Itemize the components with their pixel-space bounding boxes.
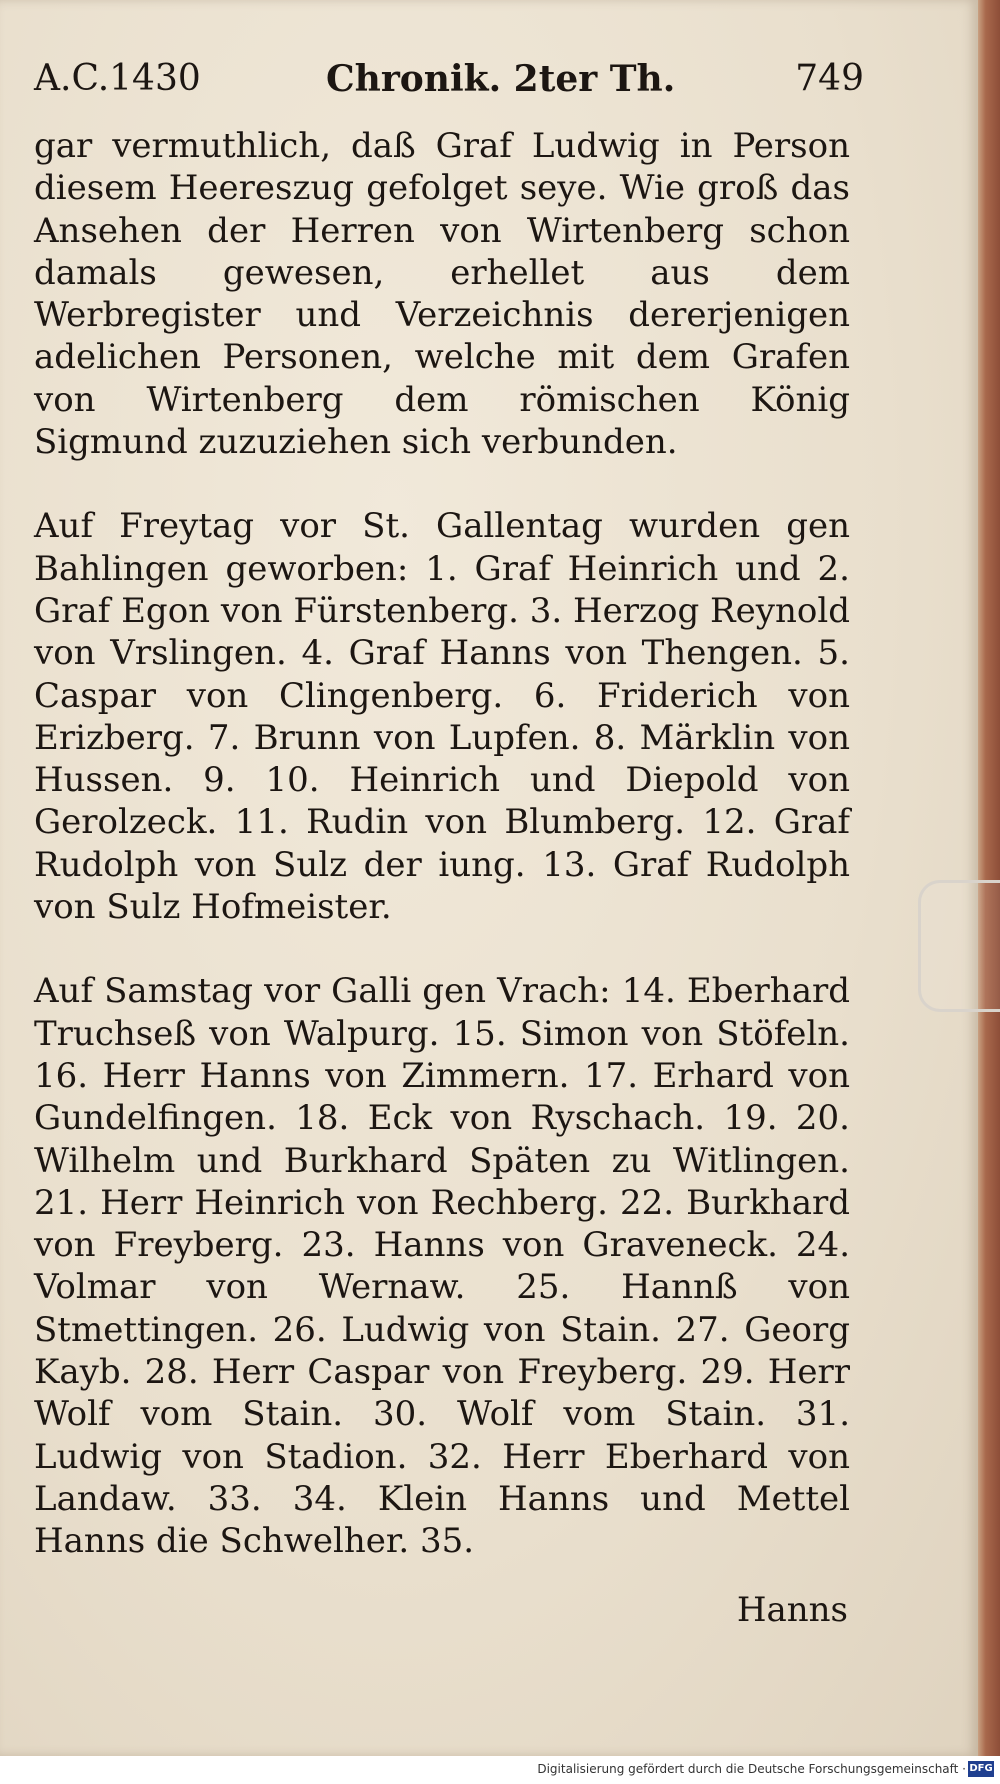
catchword: Hanns xyxy=(736,1590,848,1630)
page-clip xyxy=(918,880,1000,1012)
header-title: Chronik. 2ter Th. xyxy=(326,58,676,100)
header-year: A.C.1430 xyxy=(34,58,201,99)
page-number: 749 xyxy=(795,58,864,99)
dfg-logo: DFG xyxy=(968,1761,994,1777)
footer-credit: Digitalisierung gefördert durch die Deutsche Forschungsgemeinschaft · xyxy=(537,1762,966,1776)
body-text xyxy=(34,125,850,1563)
paragraph-1: gar vermuthlich, daß Graf Ludwig in Person diesem Heereszug gefolget seye. Wie groß das Ansehen der Herren von Wirtenberg schon damals gewesen, erhellet aus dem Werbregister und Verzeichnis dererjenigen adelichen Personen, welche mit dem Grafen von Wirtenberg dem römischen König Sigmund zuzuziehen sich verbunden. xyxy=(34,126,850,463)
digitization-footer xyxy=(0,1756,1000,1784)
book-spine-edge xyxy=(978,0,1000,1756)
running-header xyxy=(34,58,864,110)
paragraph-3: Auf Samstag vor Galli gen Vrach: 14. Eberhard Truchseß von Walpurg. 15. Simon von Stöfeln. 16. Herr Hanns von Zimmern. 17. Erhard von Gundelfingen. 18. Eck von Ryschach. 19. 20. Wilhelm und Burkhard Späten zu Witlingen. 21. Herr Heinrich von Rechberg. 22. Burkhard von Freyberg. 23. Hanns von Graveneck. 24. Volmar von Wernaw. 25. Hannß von Stmettingen. 26. Ludwig von Stain. 27. Georg Kayb. 28. Herr Caspar von Freyberg. 29. Herr Wolf vom Stain. 30. Wolf vom Stain. 31. Ludwig von Stadion. 32. Herr Eberhard von Landaw. 33. 34. Klein Hanns und Mettel Hanns die Schwelher. 35. xyxy=(34,971,850,1562)
paragraph-2: Auf Freytag vor St. Gallentag wurden gen Bahlingen geworben: 1. Graf Heinrich und 2. Graf Egon von Fürstenberg. 3. Herzog Reynold von Vrslingen. 4. Graf Hanns von Thengen. 5. Caspar von Clingenberg. 6. Friderich von Erizberg. 7. Brunn von Lupfen. 8. Märklin von Hussen. 9. 10. Heinrich und Diepold von Gerolzeck. 11. Rudin von Blumberg. 12. Graf Rudolph von Sulz der iung. 13. Graf Rudolph von Sulz Hofmeister. xyxy=(34,506,850,928)
